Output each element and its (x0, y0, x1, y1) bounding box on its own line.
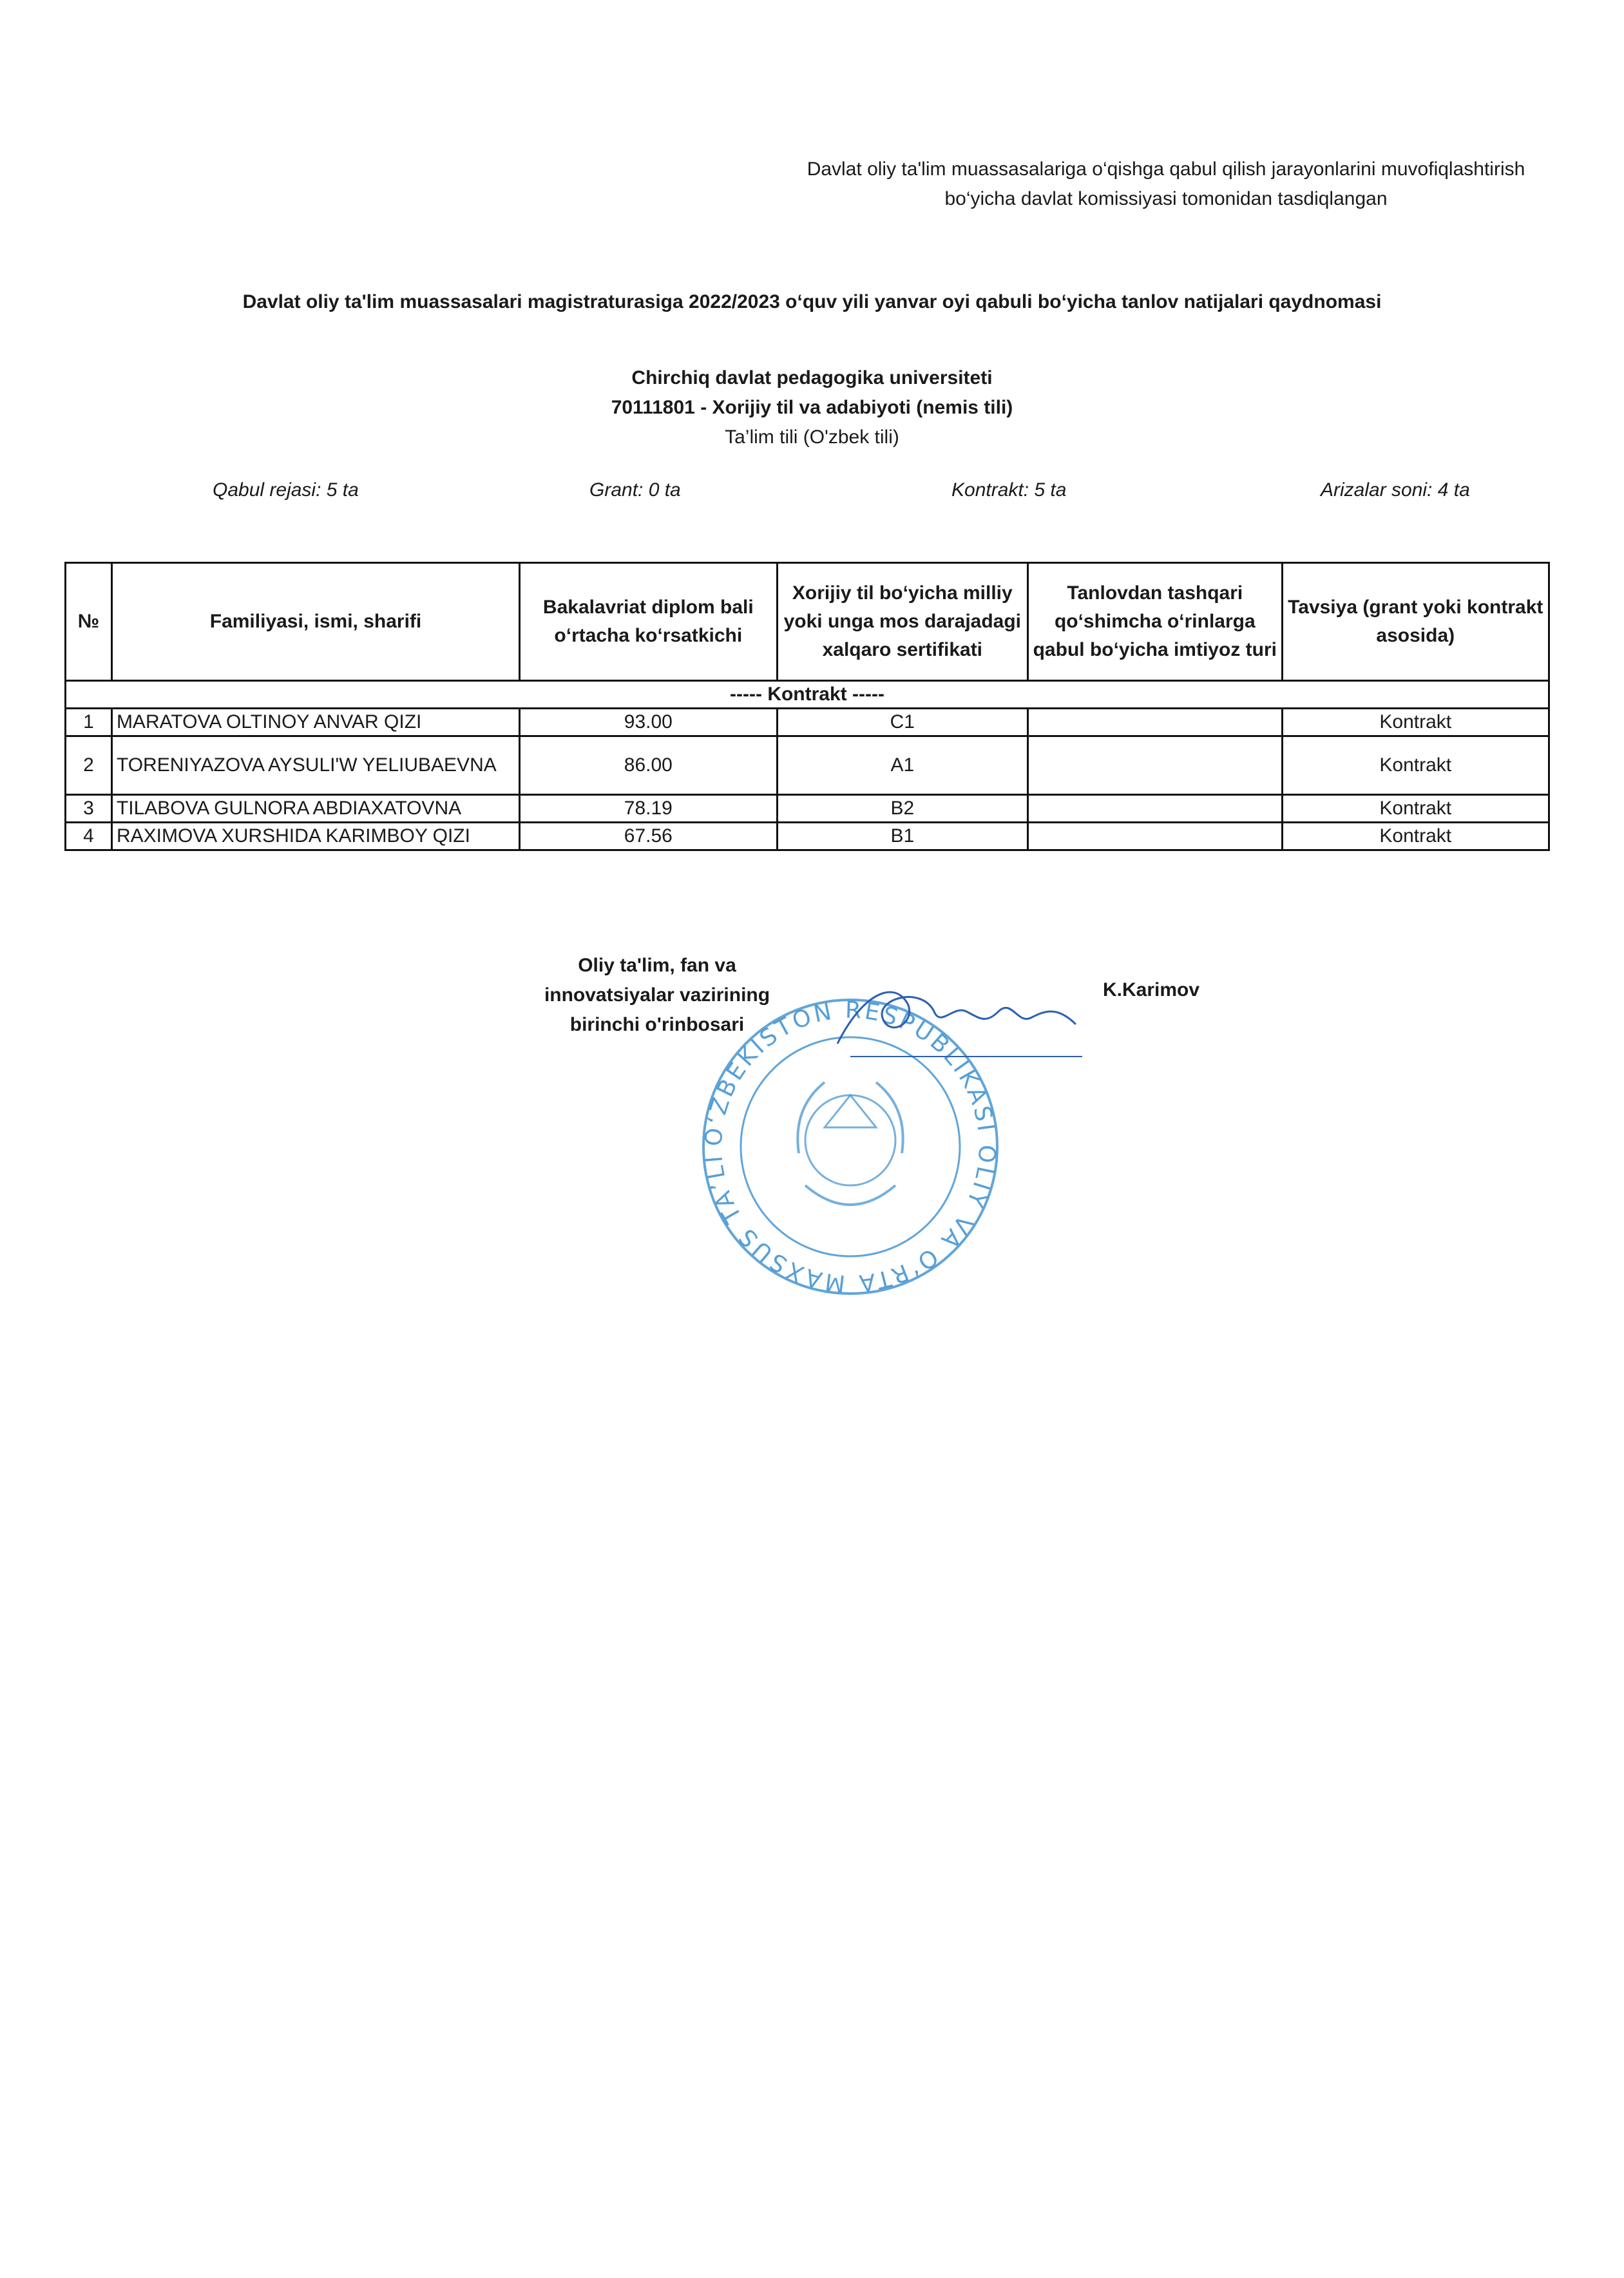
university-name: Chirchiq davlat pedagogika universiteti (631, 367, 993, 388)
cell-recommendation: Kontrakt (1282, 709, 1549, 736)
header-privilege: Tanlovdan tashqari qo‘shimcha o‘rinlarga qabul bo‘yicha imtiyoz turi (1028, 563, 1283, 681)
header-recommendation: Tavsiya (grant yoki kontrakt asosida) (1282, 563, 1549, 681)
cell-num: 4 (66, 823, 112, 850)
cell-privilege (1028, 736, 1283, 795)
university-block (0, 363, 1624, 452)
document-title: Davlat oliy ta'lim muassasalari magistraturasiga 2022/2023 o‘quv yili yanvar oyi qabuli bo‘yicha tanlov natijalari qaydnomasi (242, 291, 1382, 312)
cell-privilege (1028, 709, 1283, 736)
cell-diploma: 93.00 (520, 709, 778, 736)
cell-certificate: B1 (777, 823, 1027, 850)
table-header-row (66, 563, 1549, 681)
cell-name: TILABOVA GULNORA ABDIAXATOVNA (111, 795, 519, 823)
cell-diploma: 67.56 (520, 823, 778, 850)
header-certificate: Xorijiy til bo‘yicha milliy yoki unga mos darajadagi xalqaro sertifikati (777, 563, 1027, 681)
cell-name: TORENIYAZOVA AYSULI'W YELIUBAEVNA (111, 736, 519, 795)
cell-num: 3 (66, 795, 112, 823)
stamp-text: O‘ZBEKISTON RESPUBLIKASI OLIY VA O‘RTA MAXSUS TA’LI (700, 997, 1000, 1297)
approval-line-1: Davlat oliy ta'lim muassasalariga o‘qishga qabul qilish jarayonlarini muvofiqlashtirish (807, 158, 1525, 180)
cell-certificate: B2 (777, 795, 1027, 823)
plan-applications: Arizalar soni: 4 ta (1321, 479, 1470, 501)
table-row (66, 736, 1549, 795)
cell-recommendation: Kontrakt (1282, 823, 1549, 850)
signature-icon (825, 966, 1095, 1069)
approval-line-2: bo‘yicha davlat komissiyasi tomonidan tasdiqlangan (944, 188, 1388, 209)
signatory-line-3: birinchi o'rinbosari (569, 1014, 745, 1035)
results-table (64, 562, 1550, 851)
cell-recommendation: Kontrakt (1282, 795, 1549, 823)
cell-recommendation: Kontrakt (1282, 736, 1549, 795)
cell-privilege (1028, 795, 1283, 823)
approval-note (760, 155, 1572, 214)
signatory-line-2: innovatsiyalar vazirining (544, 984, 770, 1006)
section-row (66, 681, 1549, 709)
plan-admission: Qabul rejasi: 5 ta (213, 479, 359, 501)
cell-name: MARATOVA OLTINOY ANVAR QIZI (111, 709, 519, 736)
cell-num: 2 (66, 736, 112, 795)
table-row (66, 709, 1549, 736)
plan-grant: Grant: 0 ta (589, 479, 681, 501)
program-name: 70111801 - Xorijiy til va adabiyoti (nemis tili) (611, 397, 1013, 418)
section-label: ----- Kontrakt ----- (66, 681, 1549, 709)
header-num: № (66, 563, 112, 681)
table-row (66, 823, 1549, 850)
teaching-language: Ta’lim tili (O'zbek tili) (725, 426, 899, 448)
table-row (66, 795, 1549, 823)
signatory-name: K.Karimov (1103, 979, 1200, 1000)
cell-certificate: C1 (777, 709, 1027, 736)
plan-contract: Kontrakt: 5 ta (951, 479, 1067, 501)
header-diploma: Bakalavriat diplom bali o‘rtacha ko‘rsatkichi (520, 563, 778, 681)
handwritten-signature (825, 966, 1095, 1073)
cell-diploma: 78.19 (520, 795, 778, 823)
cell-diploma: 86.00 (520, 736, 778, 795)
cell-num: 1 (66, 709, 112, 736)
cell-certificate: A1 (777, 736, 1027, 795)
signatory-title (502, 951, 812, 1040)
cell-privilege (1028, 823, 1283, 850)
header-name: Familiyasi, ismi, sharifi (111, 563, 519, 681)
cell-name: RAXIMOVA XURSHIDA KARIMBOY QIZI (111, 823, 519, 850)
signatory-line-1: Oliy ta'lim, fan va (578, 955, 736, 976)
